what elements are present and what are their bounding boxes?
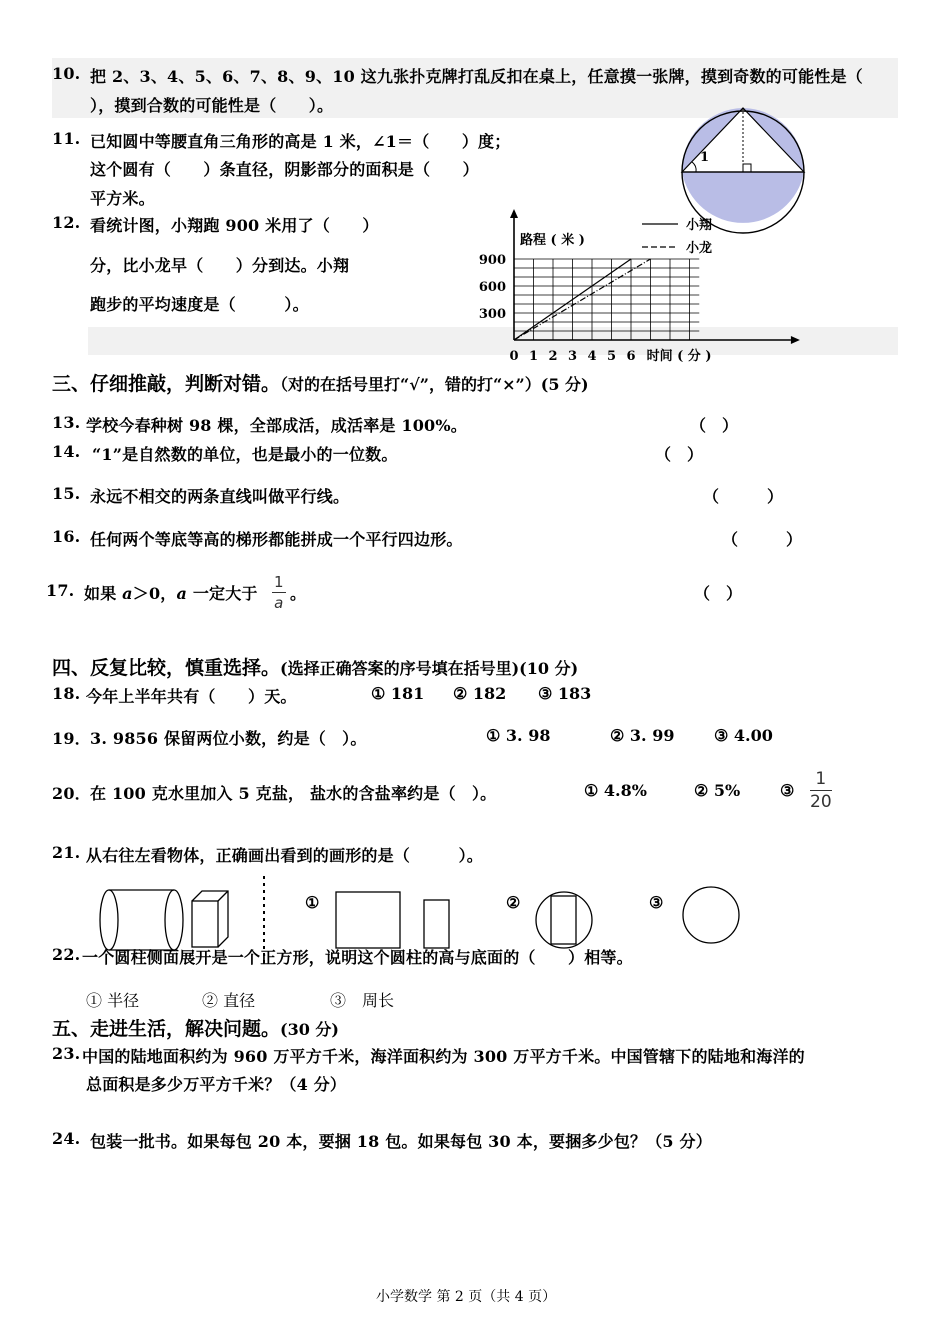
q12-number: 12.: [52, 213, 81, 232]
y-axis-label: 路程 ( 米 ): [520, 233, 585, 248]
q14-number: 14.: [52, 442, 81, 461]
x-axis-arrow: [791, 336, 800, 344]
q21-label-1[interactable]: ①: [305, 893, 320, 912]
section-4-title: 四、反复比较，慎重选择。: [52, 657, 281, 679]
q12-line1: 看统计图，小翔跑 900 米用了（ ）: [90, 216, 379, 235]
q21-label-2[interactable]: ②: [506, 893, 521, 912]
legend-label-1: 小翔: [686, 218, 713, 233]
q21-text: 从右往左看物体，正确画出看到的画形的是（ ）。: [86, 846, 484, 865]
legend-label-2: 小龙: [686, 241, 713, 256]
q17-end: 。: [290, 584, 307, 603]
q10-line1: 把 2、3、4、5、6、7、8、9、10 这九张扑克牌打乱反扣在桌上，任意摸一张牌，摸到奇数的可能性是（: [90, 67, 863, 86]
page-footer: 小学数学 第 2 页（共 4 页）: [376, 1289, 557, 1305]
y-tick-label: 300: [478, 307, 506, 322]
q20-fraction-denominator: 20: [810, 792, 832, 812]
y-tick-label: 900: [478, 253, 506, 268]
x-tick-label: 3: [567, 349, 578, 364]
q17-mid: ＞0，: [132, 584, 177, 603]
q17-fraction-denominator: a: [274, 594, 284, 612]
section-5-title: 五、走进生活，解决问题。: [52, 1018, 281, 1040]
q12-line3: 跑步的平均速度是（ ）。: [90, 295, 309, 314]
x-tick-label: 6: [626, 349, 636, 364]
q11-number: 11.: [52, 129, 81, 148]
q14-text: “1”是自然数的单位，也是最小的一位数。: [92, 445, 398, 464]
q18-text: 今年上半年共有（ ）天。: [86, 687, 297, 706]
angle-1-label: 1: [700, 150, 710, 165]
q19-number: 19．: [52, 729, 91, 748]
q22-number: 22.: [52, 945, 81, 964]
option-1-narrow-rectangle: [424, 900, 449, 948]
q22-option-1[interactable]: ① 半径: [86, 991, 140, 1010]
series-line-2: [514, 259, 651, 340]
q18-option-3[interactable]: ③ 183: [538, 684, 592, 703]
q23-line2: 总面积是多少万平方千米？（4 分）: [86, 1075, 347, 1094]
section-3-heading: [52, 369, 589, 396]
q17-var-a: a: [122, 584, 133, 603]
x-axis-label: 时间 ( 分 ): [646, 349, 712, 364]
option-2-rectangle: [551, 896, 576, 944]
q18-option-2[interactable]: ② 182: [453, 684, 507, 703]
q16-answer-paren[interactable]: （ ）: [722, 530, 803, 549]
q15-text: 永远不相交的两条直线叫做平行线。: [90, 487, 350, 506]
q11-line2: 这个圆有（ ）条直径，阴影部分的面积是（ ）: [90, 160, 479, 179]
q18-option-1[interactable]: ① 181: [371, 684, 425, 703]
cylinder-shape: [100, 890, 183, 950]
q22-option-3[interactable]: ③ 周长: [330, 991, 395, 1010]
q13-answer-paren[interactable]: （ ）: [690, 416, 739, 435]
q21-label-3[interactable]: ③: [649, 893, 664, 912]
q11-line1: 已知圆中等腰直角三角形的高是 1 米，∠1＝（ ）度；: [90, 132, 511, 151]
q20-option-1[interactable]: ① 4.8%: [584, 781, 647, 800]
y-axis-arrow: [510, 209, 518, 218]
q13-number: 13.: [52, 413, 81, 432]
q23-number: 23.: [52, 1044, 81, 1063]
q23-line1: 中国的陆地面积约为 960 万平方千米，海洋面积约为 300 万平方千米。中国管辖下的陆地和海洋的: [82, 1047, 805, 1066]
q17-number: 17.: [46, 581, 75, 600]
q17-post: 一定大于: [187, 584, 258, 603]
q20-option-3[interactable]: ③: [780, 781, 795, 800]
q12-line2: 分，比小龙早（ ）分到达。小翔: [90, 256, 350, 275]
y-tick-label: 600: [478, 280, 506, 295]
section-5-heading: [52, 1014, 339, 1041]
x-tick-label: 0: [509, 349, 519, 364]
q10-line2: ），摸到合数的可能性是（ ）。: [90, 96, 334, 115]
section-5-subtitle: (30 分): [280, 1020, 339, 1039]
option-1-wide-rectangle: [336, 892, 400, 948]
q17-var-a-2: a: [176, 584, 188, 603]
section-3-title: 三、仔细推敲，判断对错。: [52, 373, 281, 395]
q20-option-3-fraction: [810, 768, 832, 813]
section-4-heading: [52, 653, 578, 680]
x-tick-label: 4: [587, 349, 597, 364]
q17-pre: 如果: [84, 584, 123, 603]
q15-answer-paren[interactable]: （ ）: [703, 487, 784, 506]
q18-number: 18.: [52, 684, 81, 703]
q10-number: 10.: [52, 64, 81, 83]
q22-option-2[interactable]: ② 直径: [202, 991, 256, 1010]
q16-text: 任何两个等底等高的梯形都能拼成一个平行四边形。: [90, 530, 463, 549]
q24-number: 24.: [52, 1129, 81, 1148]
section-3-subtitle: （对的在括号里打“√”，错的打“×”）(5 分): [280, 375, 589, 394]
q17-fraction-numerator: 1: [274, 573, 284, 591]
distance-time-chart: [474, 204, 804, 364]
q19-text: 3. 9856 保留两位小数，约是（ ）。: [90, 729, 367, 748]
q15-number: 15.: [52, 484, 81, 503]
x-tick-label: 1: [528, 349, 539, 364]
x-tick-label: 2: [548, 349, 558, 364]
cuboid-shape: [192, 891, 228, 947]
option-3-circle: [683, 887, 739, 943]
q11-line3: 平方米。: [90, 189, 155, 208]
q20-number: 20．: [52, 784, 91, 803]
q17-fraction: [272, 572, 286, 613]
q19-option-1[interactable]: ① 3. 98: [486, 726, 551, 745]
q21-number: 21.: [52, 843, 81, 862]
q17-text: [84, 581, 258, 604]
q24-text: 包装一批书。如果每包 20 本，要捆 18 包。如果每包 30 本，要捆多少包？（5 分）: [90, 1132, 712, 1151]
q17-answer-paren[interactable]: （ ）: [694, 584, 743, 603]
q22-text: 一个圆柱侧面展开是一个正方形，说明这个圆柱的高与底面的（ ）相等。: [82, 948, 633, 967]
q16-number: 16.: [52, 527, 81, 546]
x-tick-label: 5: [606, 349, 617, 364]
q20-text: 在 100 克水里加入 5 克盐， 盐水的含盐率约是（ ）。: [90, 784, 497, 803]
q13-text: 学校今春种树 98 棵，全部成活，成活率是 100%。: [86, 416, 467, 435]
q19-option-2[interactable]: ② 3. 99: [610, 726, 675, 745]
section-4-subtitle: (选择正确答案的序号填在括号里)(10 分): [280, 659, 579, 678]
q20-option-2[interactable]: ② 5%: [694, 781, 741, 800]
q20-fraction-numerator: 1: [810, 768, 832, 791]
q19-option-3[interactable]: ③ 4.00: [714, 726, 773, 745]
option-2-circle: [536, 892, 592, 948]
q14-answer-paren[interactable]: （ ）: [655, 445, 704, 464]
